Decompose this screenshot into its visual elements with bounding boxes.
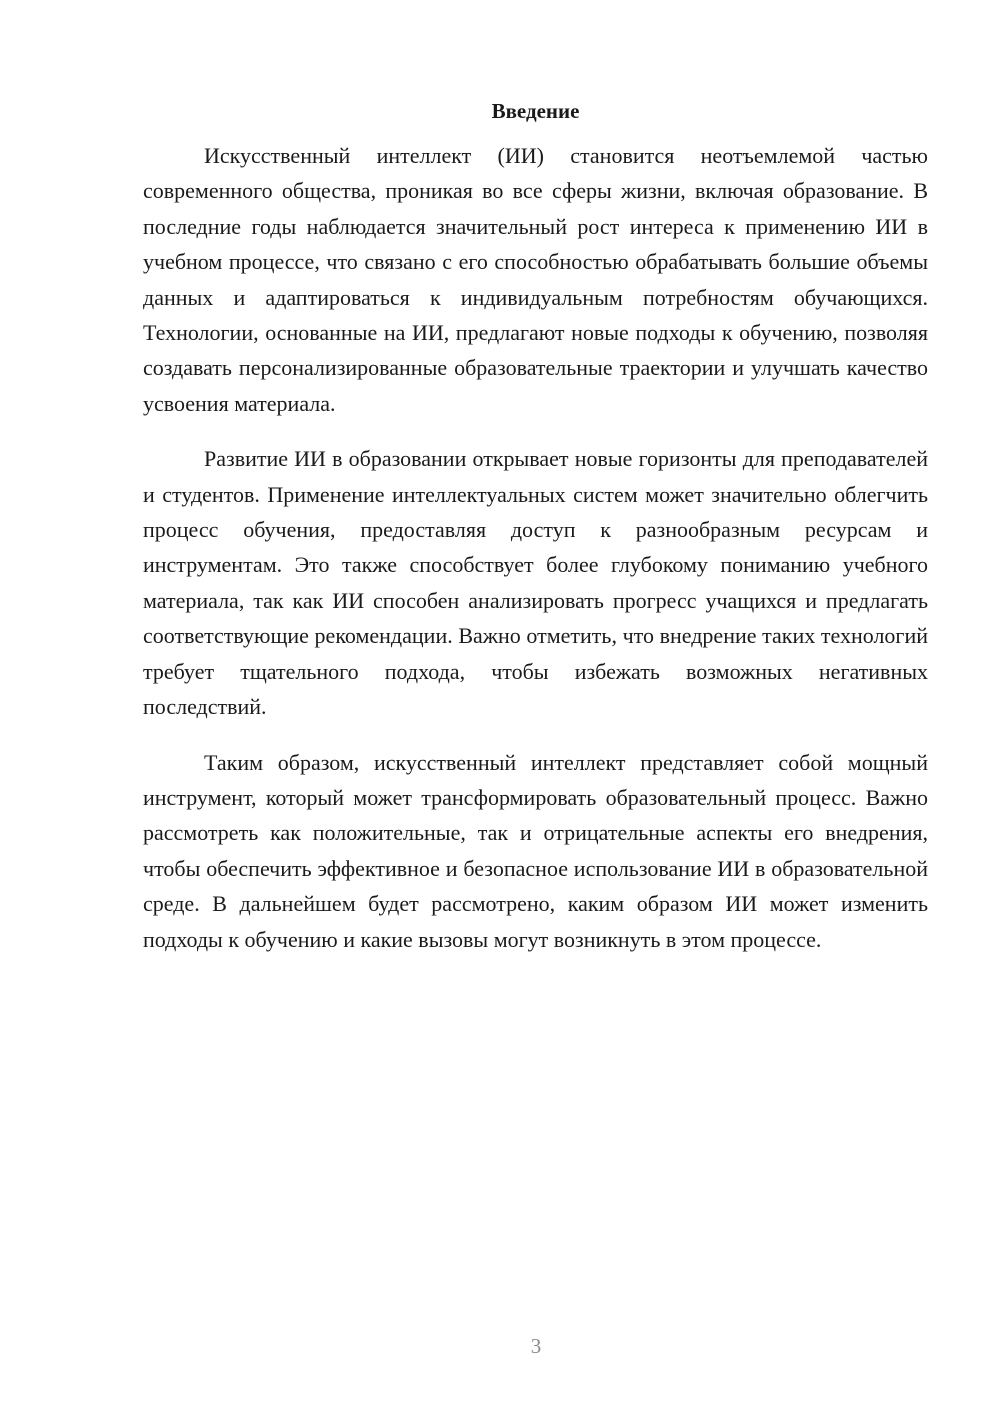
paragraph-3: Таким образом, искусственный интеллект представляет собой мощный инструмент, который может трансформировать образовательный процесс. Важно рассмотреть как положительные, так и отрицательные аспекты его внедрения, чтобы обеспечить эффективное и безопасное использование ИИ в образовательной среде. В дальнейшем будет рассмотрено, каким образом ИИ может изменить подходы к обучению и какие вызовы могут возникнуть в этом процессе. <box>143 749 928 952</box>
page-content <box>143 94 928 977</box>
paragraph-1: Искусственный интеллект (ИИ) становится неотъемлемой частью современного общества, проникая во все сферы жизни, включая образование. В последние годы наблюдается значительный рост интереса к применению ИИ в учебном процессе, что связано с его способностью обрабатывать большие объемы данных и адаптироваться к индивидуальным потребностям обучающихся. Технологии, основанные на ИИ, предлагают новые подходы к обучению, позволяя создавать персонализированные образовательные траектории и улучшать качество усвоения материала. <box>143 143 928 416</box>
page-number: 3 <box>530 1334 542 1358</box>
section-heading: Введение <box>491 99 580 123</box>
paragraph-2: Развитие ИИ в образовании открывает новые горизонты для преподавателей и студентов. Применение интеллектуальных систем может значительно облегчить процесс обучения, предоставляя доступ к разнообразным ресурсам и инструментам. Это также способствует более глубокому пониманию учебного материала, так как ИИ способен анализировать прогресс учащихся и предлагать соответствующие рекомендации. Важно отметить, что внедрение таких технологий требует тщательного подхода, чтобы избежать возможных негативных последствий. <box>143 446 928 720</box>
